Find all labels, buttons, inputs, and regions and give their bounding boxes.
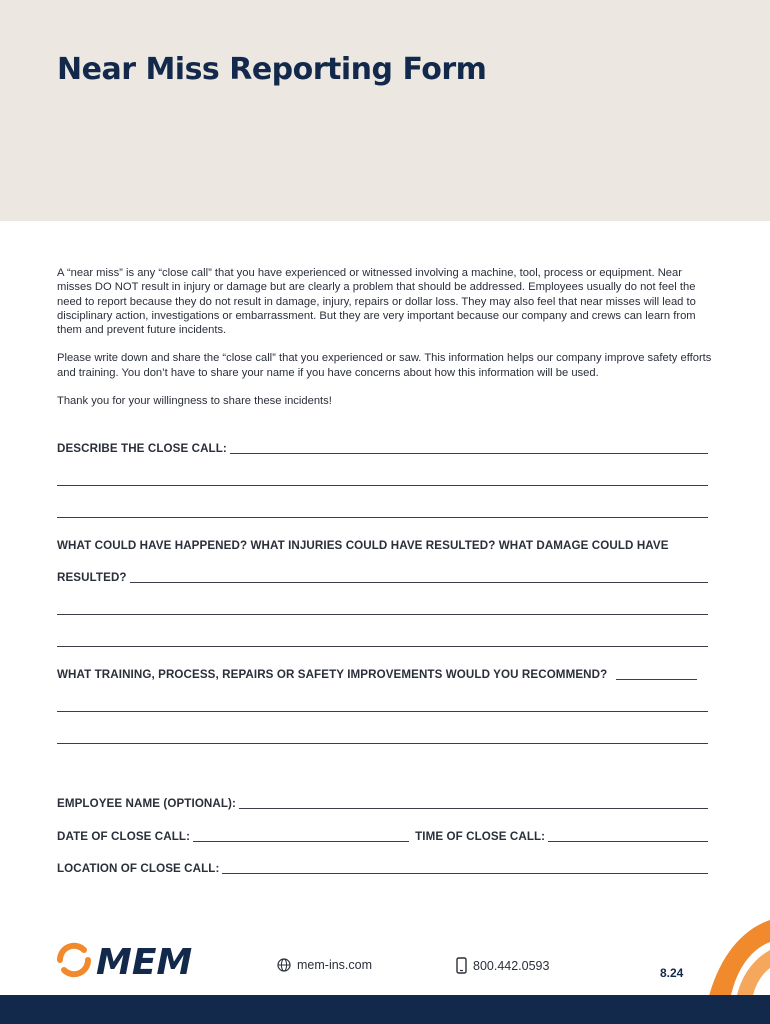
recommend-blank-3[interactable] bbox=[57, 743, 708, 744]
footer-phone[interactable] bbox=[456, 957, 549, 974]
footer-bar bbox=[0, 995, 770, 1024]
recommend-line-2 bbox=[57, 698, 708, 714]
employee-row bbox=[57, 795, 708, 811]
happened-line-2 bbox=[57, 601, 708, 617]
employee-name-field[interactable] bbox=[239, 808, 708, 809]
describe-row bbox=[57, 440, 708, 456]
footer-website[interactable] bbox=[277, 958, 372, 972]
header-band bbox=[0, 0, 770, 221]
mem-logo-text: MEM bbox=[96, 942, 193, 980]
phone-icon bbox=[456, 957, 467, 974]
recommend-line-3 bbox=[57, 730, 708, 746]
intro-paragraph-3: Thank you for your willingness to share these incidents! bbox=[57, 395, 332, 408]
location-label: LOCATION OF CLOSE CALL: bbox=[57, 862, 220, 875]
form-version: 8.24 bbox=[660, 966, 684, 980]
describe-blank-2[interactable] bbox=[57, 485, 708, 486]
phone-text: 800.442.0593 bbox=[473, 958, 550, 973]
date-time-row bbox=[57, 828, 708, 844]
happened-line-3 bbox=[57, 633, 708, 649]
recommend-row bbox=[57, 666, 708, 682]
describe-line-2 bbox=[57, 472, 708, 488]
happened-blank-2[interactable] bbox=[57, 614, 708, 615]
recommend-blank-1[interactable] bbox=[616, 679, 697, 680]
happened-row bbox=[57, 569, 708, 585]
recommend-label: WHAT TRAINING, PROCESS, REPAIRS OR SAFETY IMPROVEMENTS WOULD YOU RECOMMEND? bbox=[57, 668, 608, 681]
website-text: mem-ins.com bbox=[297, 958, 373, 972]
happened-blank-1[interactable] bbox=[130, 582, 708, 583]
happened-blank-3[interactable] bbox=[57, 646, 708, 647]
employee-label: EMPLOYEE NAME (OPTIONAL): bbox=[57, 797, 236, 810]
location-field[interactable] bbox=[222, 873, 708, 874]
intro-text bbox=[57, 266, 717, 422]
describe-blank-3[interactable] bbox=[57, 517, 708, 518]
describe-blank-1[interactable] bbox=[230, 453, 708, 454]
date-field[interactable] bbox=[193, 841, 409, 842]
describe-label: DESCRIBE THE CLOSE CALL: bbox=[57, 442, 227, 455]
happened-label-line-2: RESULTED? bbox=[57, 571, 127, 584]
describe-line-3 bbox=[57, 504, 708, 520]
mem-logo bbox=[56, 940, 206, 980]
location-row bbox=[57, 860, 708, 876]
happened-label-line-1: WHAT COULD HAVE HAPPENED? WHAT INJURIES COULD HAVE RESULTED? WHAT DAMAGE COULD HAVE bbox=[57, 539, 669, 552]
intro-paragraph-1: A “near miss” is any “close call” that you have experienced or witnessed involving a machine, tool, process or equipment. Near misses DO NOT result in injury or damage but are clearly a problem that should be addressed. Employees usually do not feel the need to report because they do not result in damage, injury, repairs or dollar loss. They may also feel that near misses will lead to disciplinary action, investigations or embarrassment. But they are very important because our company and crews can learn from them and prevent future incidents. bbox=[57, 267, 696, 337]
time-label: TIME OF CLOSE CALL: bbox=[415, 830, 546, 843]
page-title: Near Miss Reporting Form bbox=[57, 52, 487, 87]
date-label: DATE OF CLOSE CALL: bbox=[57, 830, 191, 843]
recommend-blank-2[interactable] bbox=[57, 711, 708, 712]
time-field[interactable] bbox=[548, 841, 708, 842]
globe-icon bbox=[277, 958, 291, 972]
intro-paragraph-2: Please write down and share the “close call” that you experienced or saw. This information helps our company improve safety efforts and training. You don’t have to share your name if you have concerns about how this information will be used. bbox=[57, 352, 712, 379]
mem-logo-mark bbox=[60, 946, 88, 974]
